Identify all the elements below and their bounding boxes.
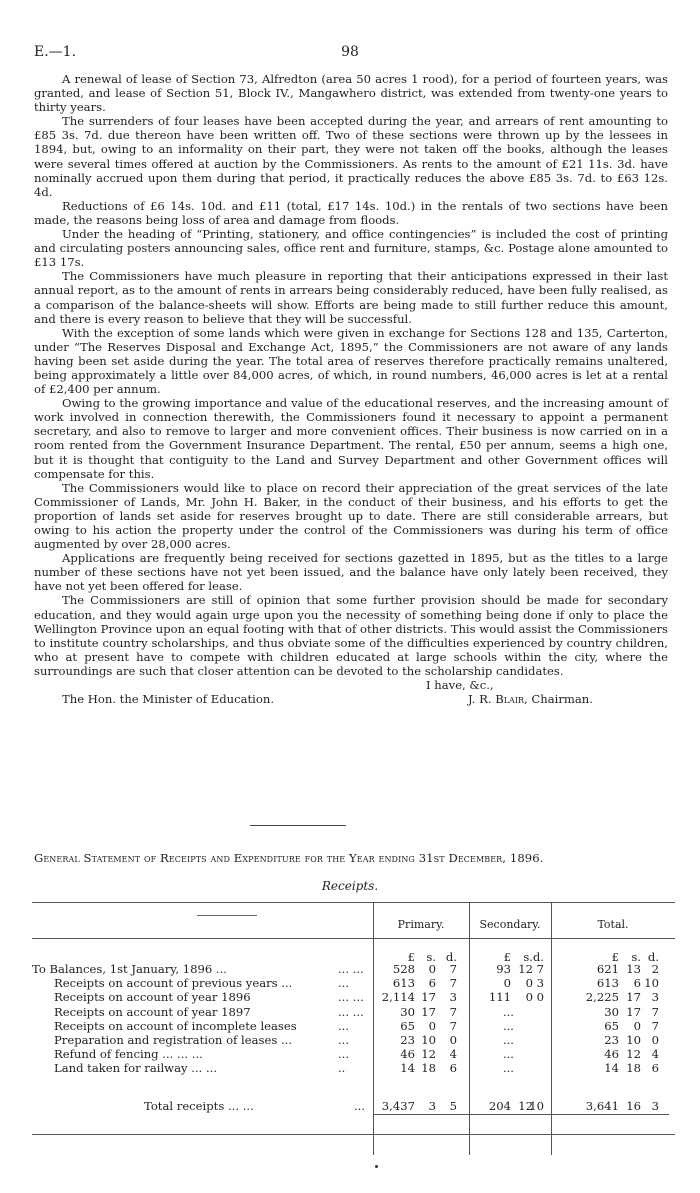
leader-dots: ... ... (338, 962, 364, 976)
leader-dots: ... ... (338, 1005, 364, 1019)
total-amount: 17 (626, 1005, 641, 1019)
table-bottom-border (32, 1134, 675, 1135)
primary-amount: 30 (400, 1005, 415, 1019)
total-amount: 6 (633, 976, 641, 990)
total-amount: 14 (604, 1061, 619, 1075)
row-label: Receipts on account of incomplete leases (54, 1019, 297, 1033)
row-label: Preparation and registration of leases ... (54, 1033, 293, 1047)
paragraph: Reductions of £6 14s. 10d. and £11 (total, £17 14s. 10d.) in the rentals of two sections have been made, the reasons being loss of area and damage from floods. (34, 198, 668, 227)
secondary-amount: 93 (496, 962, 511, 976)
unit-pounds: £ (407, 950, 415, 964)
row-label: Refund of fencing ... ... ... (54, 1047, 203, 1061)
leader-dots: ... ... (338, 990, 364, 1004)
row-label: Land taken for railway ... ... (54, 1061, 218, 1075)
primary-amount: 0 (428, 1019, 436, 1033)
paragraph: Applications are frequently being received for sections gazetted in 1895, but as the titles to a large number of these sections have not yet been issued, and the balance have only lately been received, they have not yet been offered for lease. (34, 551, 668, 594)
primary-amount: 7 (449, 1019, 457, 1033)
secondary-amount: 0 (503, 976, 511, 990)
total-amount: 65 (604, 1019, 619, 1033)
page-header (34, 44, 666, 62)
total-amount: 17 (626, 990, 641, 1004)
primary-amount: 23 (400, 1033, 415, 1047)
secondary-amount: 0 (536, 990, 544, 1004)
unit-shillings: s. (631, 950, 641, 964)
closing-row (34, 678, 668, 692)
paragraph: With the exception of some lands which were given in exchange for Sections 128 and 135, Carterton, under “The Reserves Disposal and Exchange Act, 1895,” the Commissioners are not aware of any lands having been set aside during the year. The total area of reserves therefore practically remains unaltered, being approximately a little over 84,000 acres, of which, in round numbers, 46,000 acres is let at a rental of £2,400 per annum. (34, 325, 668, 397)
paragraph: A renewal of lease of Section 73, Alfredton (area 50 acres 1 rood), for a period of fourteen years, was granted, and lease of Section 51, Block IV., Mangawhero district, was extended from twenty-one years to thirty years. (34, 72, 668, 115)
row-label: To Balances, 1st January, 1896 ... (32, 962, 227, 976)
header-divider (32, 938, 675, 939)
total-amount: 0 (633, 1019, 641, 1033)
column-divider (469, 902, 470, 1155)
receipts-table (32, 902, 675, 1155)
primary-amount: 10 (421, 1033, 436, 1047)
total-amount: 10 (626, 1033, 641, 1047)
description-column-dash (197, 915, 257, 916)
secondary-amount: 3 (536, 976, 544, 990)
secondary-empty: ... (502, 1047, 514, 1061)
primary-amount: 3 (449, 990, 457, 1004)
primary-amount: 4 (449, 1047, 457, 1061)
secondary-amount: 0 (525, 990, 533, 1004)
secondary-empty: ... (502, 1019, 514, 1033)
header-secondary: Secondary. (479, 918, 541, 931)
total-amount: 7 (651, 1019, 659, 1033)
leader-dots: ... (338, 1033, 350, 1047)
paragraph: Owing to the growing importance and value of the educational reserves, and the increasing amount of work involved in connection therewith, the Commissioners found it necessary to appoint a permanent secretary, and also to remove to larger and more convenient offices. Their business is now carried on in a room rented from the Government Insurance Department. The rental, £50 per annum, seems a high one, but it is thought that contiguity to the Land and Survey Department and other Government offices will compensate for this. (34, 396, 668, 481)
total-amount: 621 (596, 962, 619, 976)
document-reference: E.—1. (34, 44, 77, 60)
signatory-title: Chairman. (531, 692, 593, 707)
total-amount: 0 (651, 1033, 659, 1047)
row-label: Receipts on account of year 1897 (54, 1005, 251, 1019)
total-amount: 7 (651, 1005, 659, 1019)
unit-pence: d. (445, 950, 457, 964)
page-mark (375, 1165, 378, 1168)
primary-amount: 18 (421, 1061, 436, 1075)
primary-amount: 12 (421, 1047, 436, 1061)
secondary-amount: 0 (525, 976, 533, 990)
total-rule (373, 1114, 669, 1115)
primary-amount: 6 (449, 1061, 457, 1075)
secondary-total: 10 (529, 1099, 544, 1113)
leader-dots: ... (338, 976, 350, 990)
total-amount: 613 (596, 976, 619, 990)
grand-total: 3 (651, 1099, 659, 1113)
paragraph: The Commissioners are still of opinion that some further provision should be made for secondary education, and they would again urge upon you the necessity of something being done if only to place the Wellington Province upon an equal footing with that of other districts. This would assist the Commissioners to institute country scholarships, and thus obviate some of the difficulties experienced by country children, who at present have to compete with children educated at large schools within the city, where the surroundings are such that closer attention can be devoted to the scholarship candidates. (34, 593, 668, 678)
column-divider (551, 902, 552, 1155)
unit-pounds: £ (611, 950, 619, 964)
grand-total: 3,641 (585, 1099, 619, 1113)
primary-amount: 613 (392, 976, 415, 990)
total-amount: 4 (651, 1047, 659, 1061)
primary-amount: 528 (392, 962, 415, 976)
primary-total: 5 (449, 1099, 457, 1113)
secondary-empty: ... (502, 1005, 514, 1019)
receipts-heading: Receipts. (321, 879, 379, 893)
paragraph: The Commissioners have much pleasure in reporting that their anticipations expressed in their last annual report, as to the amount of rents in arrears being considerably reduced, have been fully realised, as a comparison of the balance-sheets will show. Efforts are being made to still further reduce this amount, and there is every reason to believe that they will be successful. (34, 269, 668, 326)
primary-amount: 65 (400, 1019, 415, 1033)
primary-amount: 46 (400, 1047, 415, 1061)
total-amount: 18 (626, 1061, 641, 1075)
addressee: The Hon. the Minister of Education. (62, 692, 275, 707)
secondary-amount: 12 (518, 962, 533, 976)
primary-amount: 14 (400, 1061, 415, 1075)
section-divider (250, 825, 346, 826)
leader-dots: ... (338, 1047, 350, 1061)
primary-amount: 17 (421, 990, 436, 1004)
primary-total: 3,437 (381, 1099, 415, 1113)
unit-shillings: s. (523, 950, 533, 964)
row-label: Receipts on account of year 1896 (54, 990, 251, 1004)
primary-total: 3 (428, 1099, 436, 1113)
leader-dots: ... (354, 1099, 366, 1113)
total-amount: 46 (604, 1047, 619, 1061)
statement-title: General Statement of Receipts and Expenditure for the Year ending 31st December, 1896. (34, 851, 544, 865)
page-number: 98 (341, 44, 359, 60)
closing-salutation: I have, &c., (426, 678, 494, 693)
secondary-total: 12 (518, 1099, 533, 1113)
primary-amount: 7 (449, 1005, 457, 1019)
primary-amount: 2,114 (381, 990, 415, 1004)
total-amount: 3 (651, 990, 659, 1004)
unit-pounds: £ (503, 950, 511, 964)
row-label: Receipts on account of previous years ... (54, 976, 293, 990)
unit-pence: d. (647, 950, 659, 964)
unit-pence: d. (532, 950, 544, 964)
paragraph: Under the heading of “Printing, stationery, and office contingencies” is included the cost of printing and circulating posters announcing sales, office rent and furniture, stamps, &c. Postage alone amounted to £13 17s. (34, 227, 668, 270)
total-label: Total receipts ... ... (144, 1099, 254, 1113)
total-amount: 2,225 (585, 990, 619, 1004)
secondary-empty: ... (502, 1061, 514, 1075)
signature-row (34, 692, 668, 706)
paragraph: The Commissioners would like to place on record their appreciation of the great services of the late Commissioner of Lands, Mr. John H. Baker, in the conduct of their business, and his efforts to get the proportion of lands set aside for reserves brought up to date. There are still considerable arrears, but owing to his action the property under the control of the Commissioners was during his term of office augmented by over 28,000 acres. (34, 480, 668, 552)
column-divider (373, 902, 374, 1155)
unit-shillings: s. (426, 950, 436, 964)
total-amount: 10 (644, 976, 659, 990)
total-amount: 30 (604, 1005, 619, 1019)
primary-amount: 7 (449, 976, 457, 990)
secondary-amount: 7 (536, 962, 544, 976)
paragraph: The surrenders of four leases have been accepted during the year, and arrears of rent amounting to £85 3s. 7d. due thereon have been written off. Two of these sections were thrown up by the lessees in 1894, but, owing to an informality on their part, they were not taken off the books, although the leases were several times offered at auction by the Commissioners. As rents to the amount of £21 11s. 3d. have nominally accrued upon them during that period, it practically reduces the above £85 3s. 7d. to £63 12s. 4d. (34, 114, 668, 199)
report-body (34, 72, 668, 706)
total-amount: 13 (626, 962, 641, 976)
total-amount: 12 (626, 1047, 641, 1061)
primary-amount: 7 (449, 962, 457, 976)
total-amount: 6 (651, 1061, 659, 1075)
leader-dots: .. (338, 1061, 346, 1075)
primary-amount: 0 (449, 1033, 457, 1047)
secondary-empty: ... (502, 1033, 514, 1047)
table-top-border (32, 902, 675, 903)
header-primary: Primary. (397, 918, 445, 931)
signatory-block (468, 692, 593, 706)
grand-total: 16 (626, 1099, 641, 1113)
header-total: Total. (597, 918, 629, 931)
signatory-name: J. R. Blair, (468, 692, 528, 707)
primary-amount: 6 (428, 976, 436, 990)
primary-amount: 17 (421, 1005, 436, 1019)
secondary-amount: 111 (488, 990, 511, 1004)
total-amount: 23 (604, 1033, 619, 1047)
primary-amount: 0 (428, 962, 436, 976)
leader-dots: ... (338, 1019, 350, 1033)
secondary-total: 204 (488, 1099, 511, 1113)
total-amount: 2 (651, 962, 659, 976)
